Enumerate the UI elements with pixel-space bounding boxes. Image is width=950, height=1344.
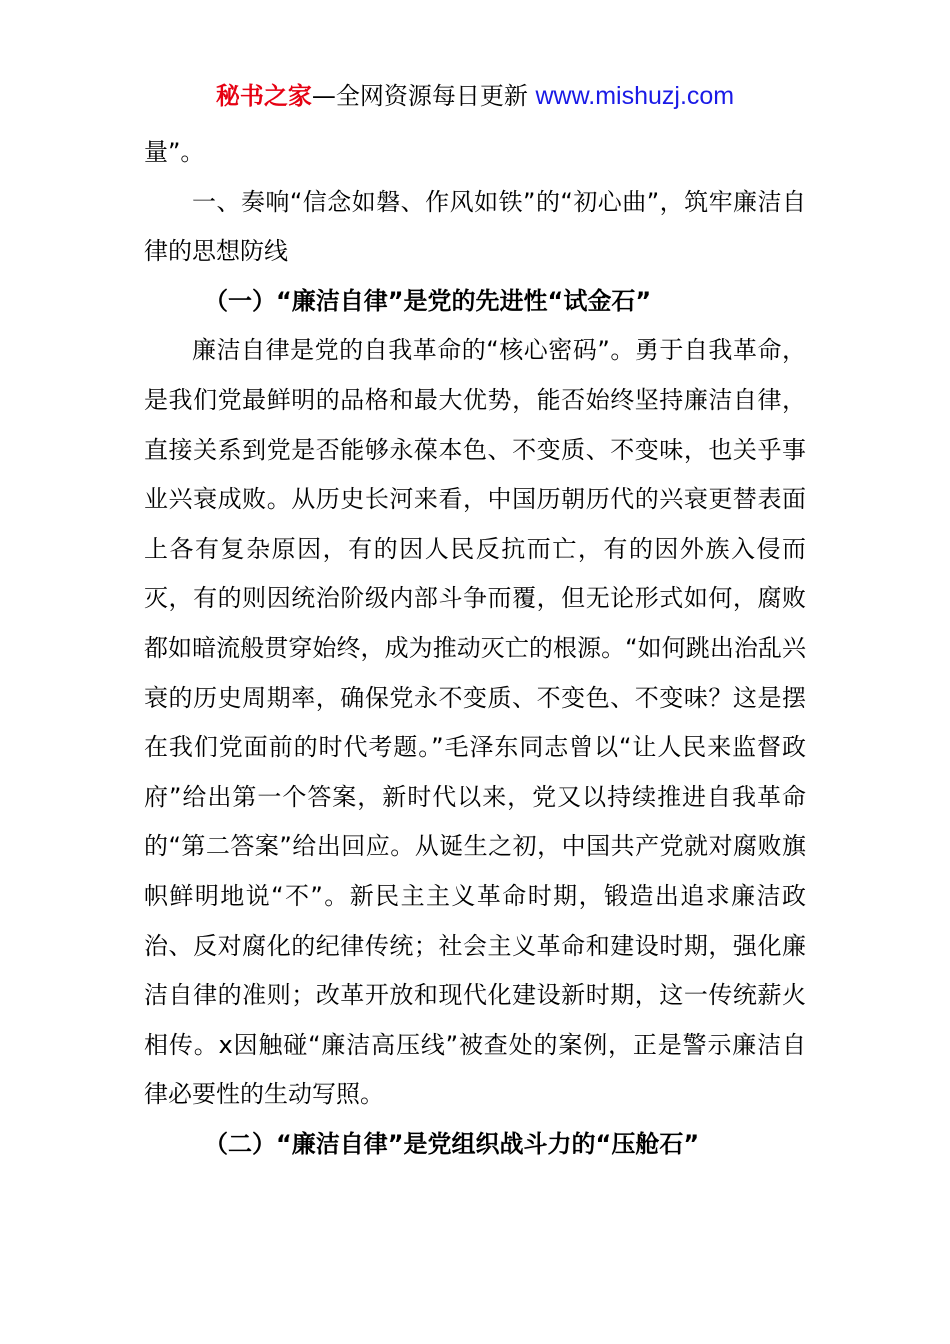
header-dash: — (311, 82, 336, 110)
header-url-link[interactable]: www.mishuzj.com (535, 82, 735, 110)
subheading-two: （二）“廉洁自律”是党组织战斗力的“压舱石” (204, 1129, 700, 1158)
page-header (0, 80, 950, 112)
header-tagline: 全网资源每日更新 (335, 82, 536, 110)
section-heading-one: 一、奏响“信念如磐、作风如铁”的“初心曲”，筑牢廉洁自律的思想防线 (144, 187, 806, 266)
lead-fragment: 量”。 (144, 138, 205, 166)
document-body (144, 128, 806, 1169)
subheading-one: （一）“廉洁自律”是党的先进性“试金石” (204, 286, 652, 315)
body-paragraph: 廉洁自律是党的自我革命的“核心密码”。勇于自我革命，是我们党最鲜明的品格和最大优势，能否始终坚持廉洁自律，直接关系到党是否能够永葆本色、不变质、不变味，也关乎事业兴衰成败。从历史长河来看，中国历朝历代的兴衰更替表面上各有复杂原因，有的因人民反抗而亡，有的因外族入侵而灭，有的则因统治阶级内部斗争而覆，但无论形式如何，腐败都如暗流般贯穿始终，成为推动灭亡的根源。“如何跳出治乱兴衰的历史周期率，确保党永不变质、不变色、不变味？这是摆在我们党面前的时代考题。”毛泽东同志曾以“让人民来监督政府”给出第一个答案，新时代以来，党又以持续推进自我革命的“第二答案”给出回应。从诞生之初，中国共产党就对腐败旗帜鲜明地说“不”。新民主主义革命时期，锻造出追求廉洁政治、反对腐化的纪律传统；社会主义革命和建设时期，强化廉洁自律的准则；改革开放和现代化建设新时期，这一传统薪火相传。x因触碰“廉洁高压线”被查处的案例，正是警示廉洁自律必要性的生动写照。 (144, 336, 806, 1109)
brand-name: 秘书之家 (215, 82, 312, 110)
